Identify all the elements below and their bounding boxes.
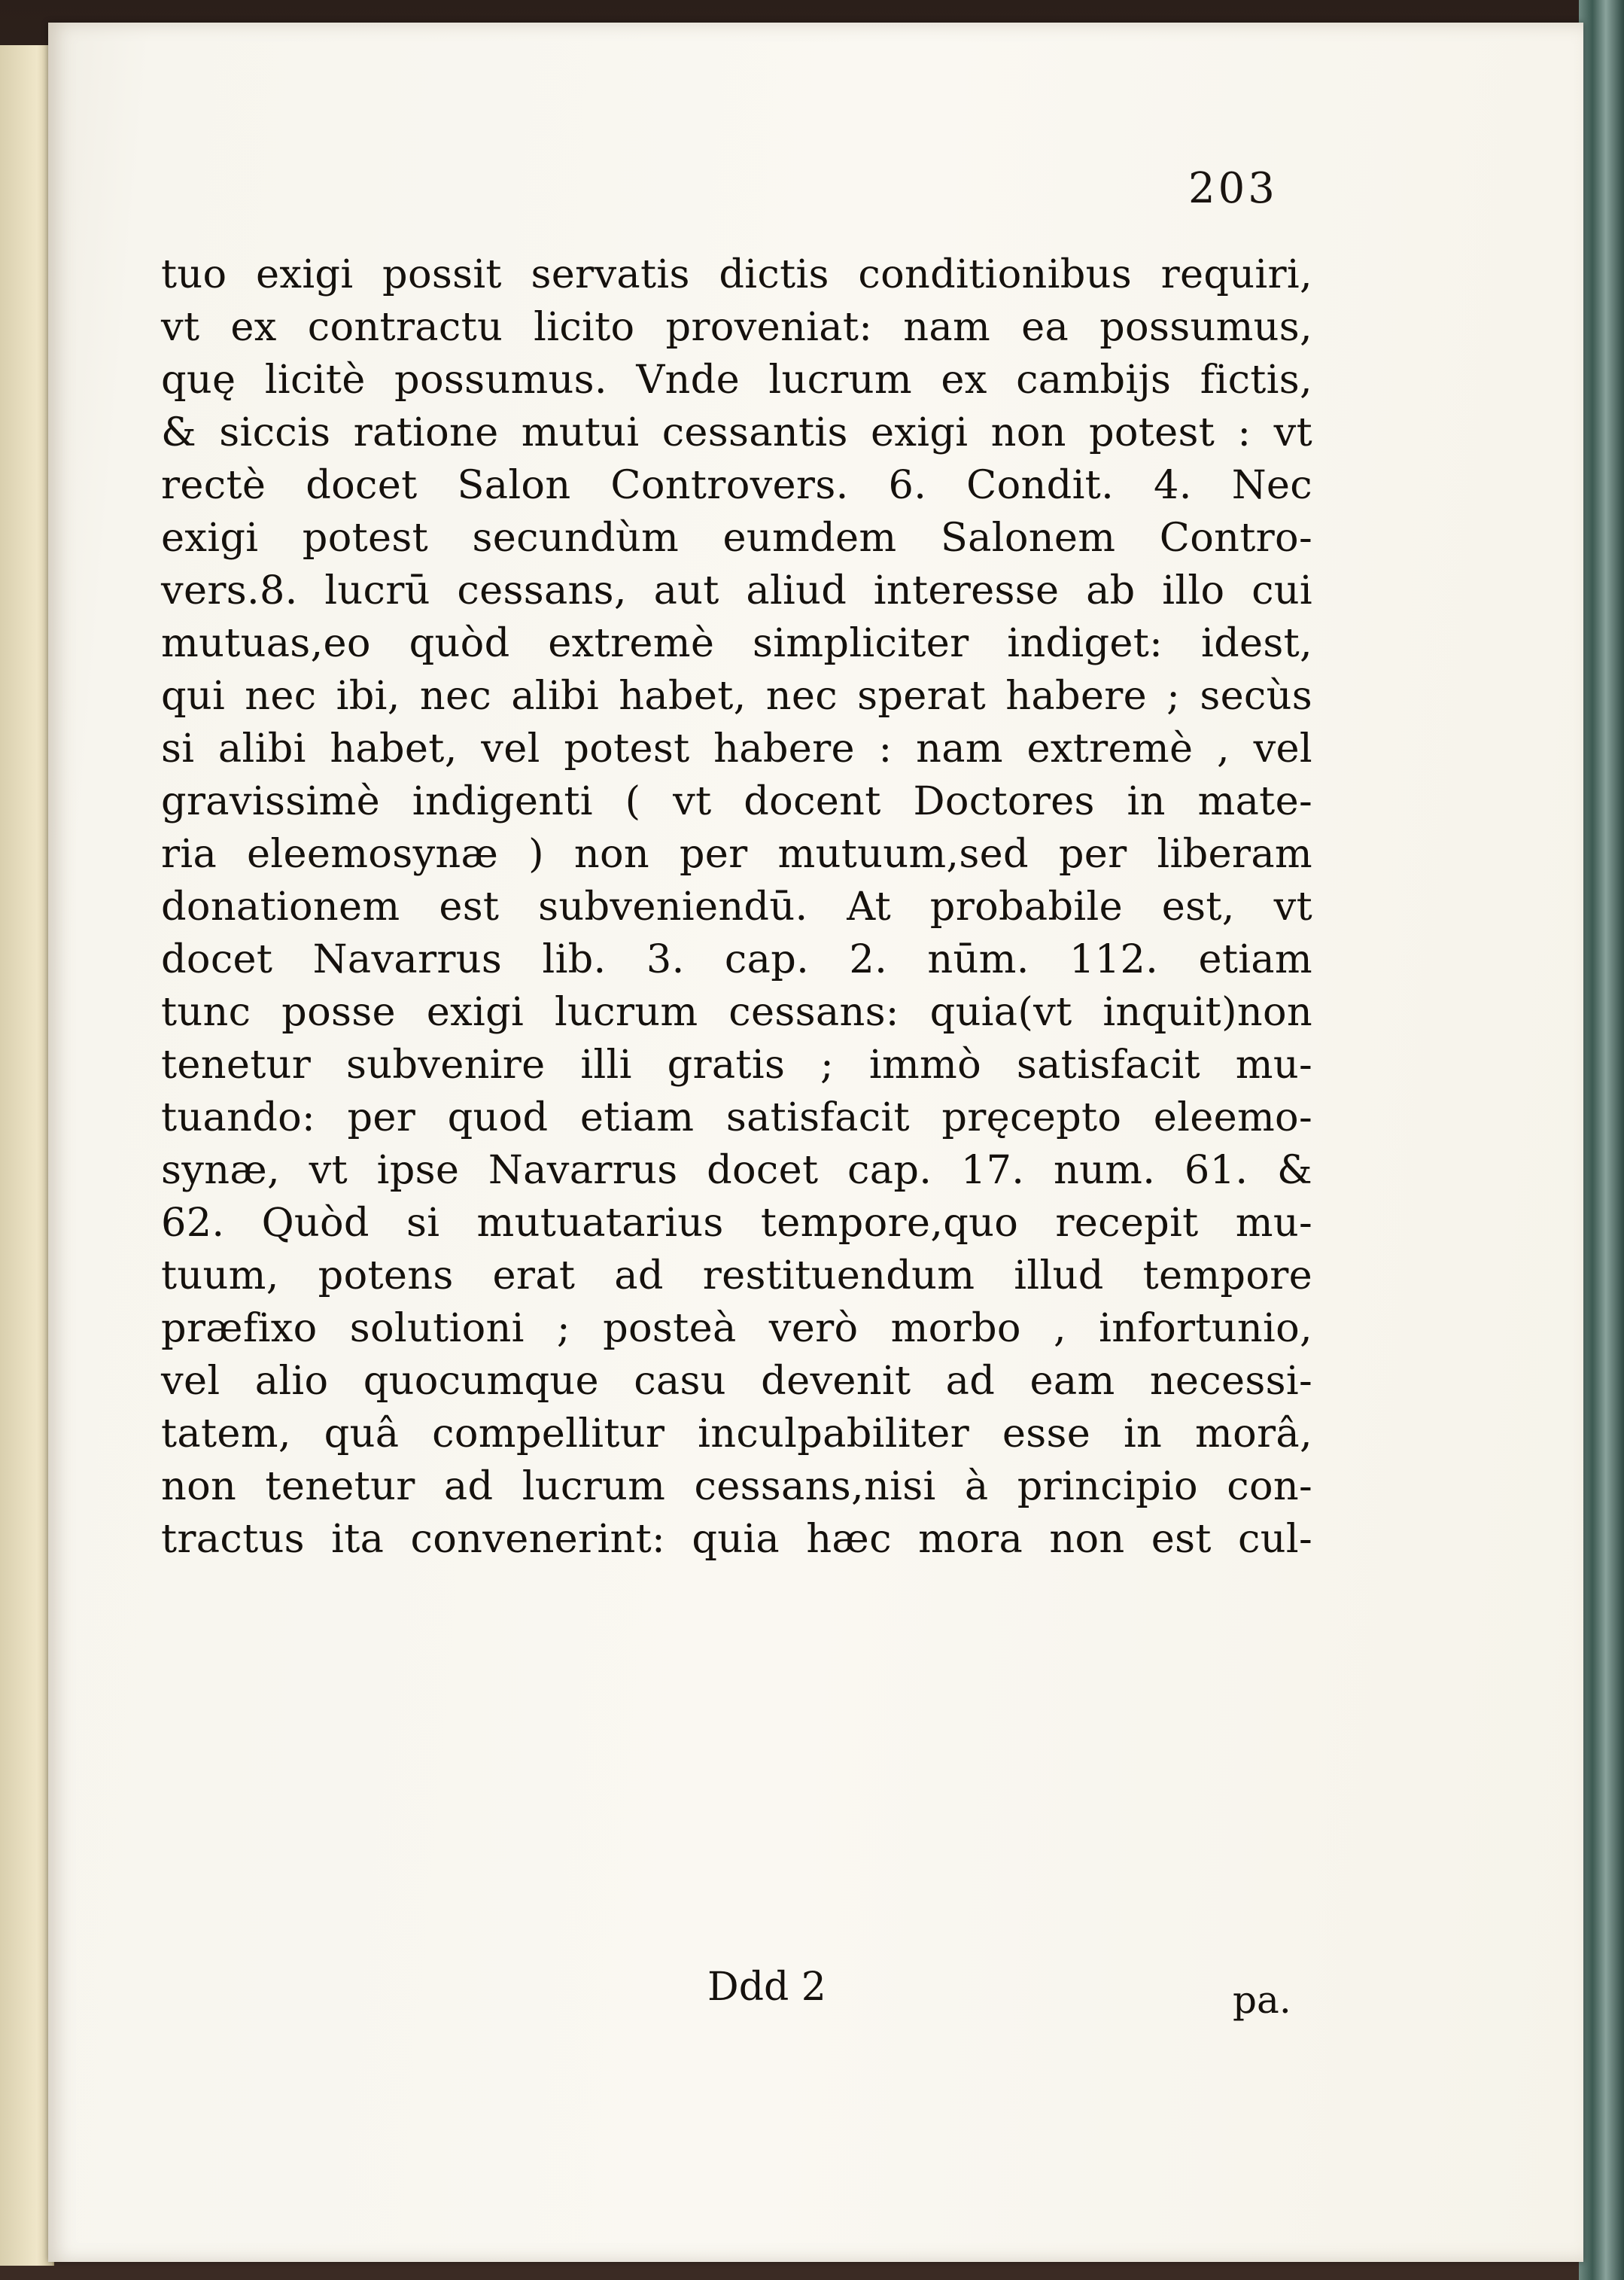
signature-mark: Ddd 2 — [707, 1965, 826, 2010]
text-line: si alibi habet, vel potest habere : nam extremè , vel — [161, 726, 1312, 772]
body-text — [161, 248, 1312, 1566]
book-page — [48, 23, 1583, 2262]
text-line: docet Navarrus lib. 3. cap. 2. nūm. 112. etiam — [161, 936, 1312, 982]
text-line: synæ, vt ipse Navarrus docet cap. 17. num. 61. & — [161, 1147, 1312, 1193]
text-line: tuo exigi possit servatis dictis conditionibus requiri, — [161, 251, 1312, 297]
text-line: qui nec ibi, nec alibi habet, nec sperat habere ; secùs — [161, 673, 1312, 719]
text-line: tractus ita convenerint: quia hæc mora non est cul- — [161, 1516, 1312, 1562]
text-line: & siccis ratione mutui cessantis exigi non potest : vt — [161, 409, 1312, 455]
text-line: tunc posse exigi lucrum cessans: quia(vt inquit)non — [161, 989, 1312, 1035]
text-line: donationem est subveniendū. At probabile est, vt — [161, 884, 1312, 930]
text-line: vel alio quocumque casu devenit ad eam necessi- — [161, 1358, 1312, 1404]
text-line: quę licitè possumus. Vnde lucrum ex cambijs fictis, — [161, 357, 1312, 403]
text-line: rectè docet Salon Controvers. 6. Condit. 4. Nec — [161, 462, 1312, 508]
text-line: exigi potest secundùm eumdem Salonem Contro- — [161, 515, 1312, 561]
book-cover-edge — [1579, 0, 1624, 2280]
text-line: 62. Quòd si mutuatarius tempore,quo recepit mu- — [161, 1200, 1312, 1246]
catchword: pa. — [1233, 1978, 1291, 2022]
text-line: vt ex contractu licito proveniat: nam ea possumus, — [161, 304, 1312, 350]
text-line: tuum, potens erat ad restituendum illud tempore — [161, 1253, 1312, 1298]
text-line: tenetur subvenire illi gratis ; immò satisfacit mu- — [161, 1042, 1312, 1088]
text-line: vers.8. lucrū cessans, aut aliud interesse ab illo cui — [161, 568, 1312, 613]
text-line: mutuas,eo quòd extremè simpliciter indiget: idest, — [161, 620, 1312, 666]
text-line: præfixo solutioni ; posteà verò morbo , infortunio, — [161, 1305, 1312, 1351]
left-page-edge — [0, 45, 54, 2266]
text-line: non tenetur ad lucrum cessans,nisi à principio con- — [161, 1463, 1312, 1509]
text-line: gravissimè indigenti ( vt docent Doctores in mate- — [161, 778, 1312, 824]
text-line: tuando: per quod etiam satisfacit pręcepto eleemo- — [161, 1094, 1312, 1140]
text-line: ria eleemosynæ ) non per mutuum,sed per liberam — [161, 831, 1312, 877]
text-line: tatem, quâ compellitur inculpabiliter esse in morâ, — [161, 1411, 1312, 1457]
page-number: 203 — [1188, 164, 1278, 213]
